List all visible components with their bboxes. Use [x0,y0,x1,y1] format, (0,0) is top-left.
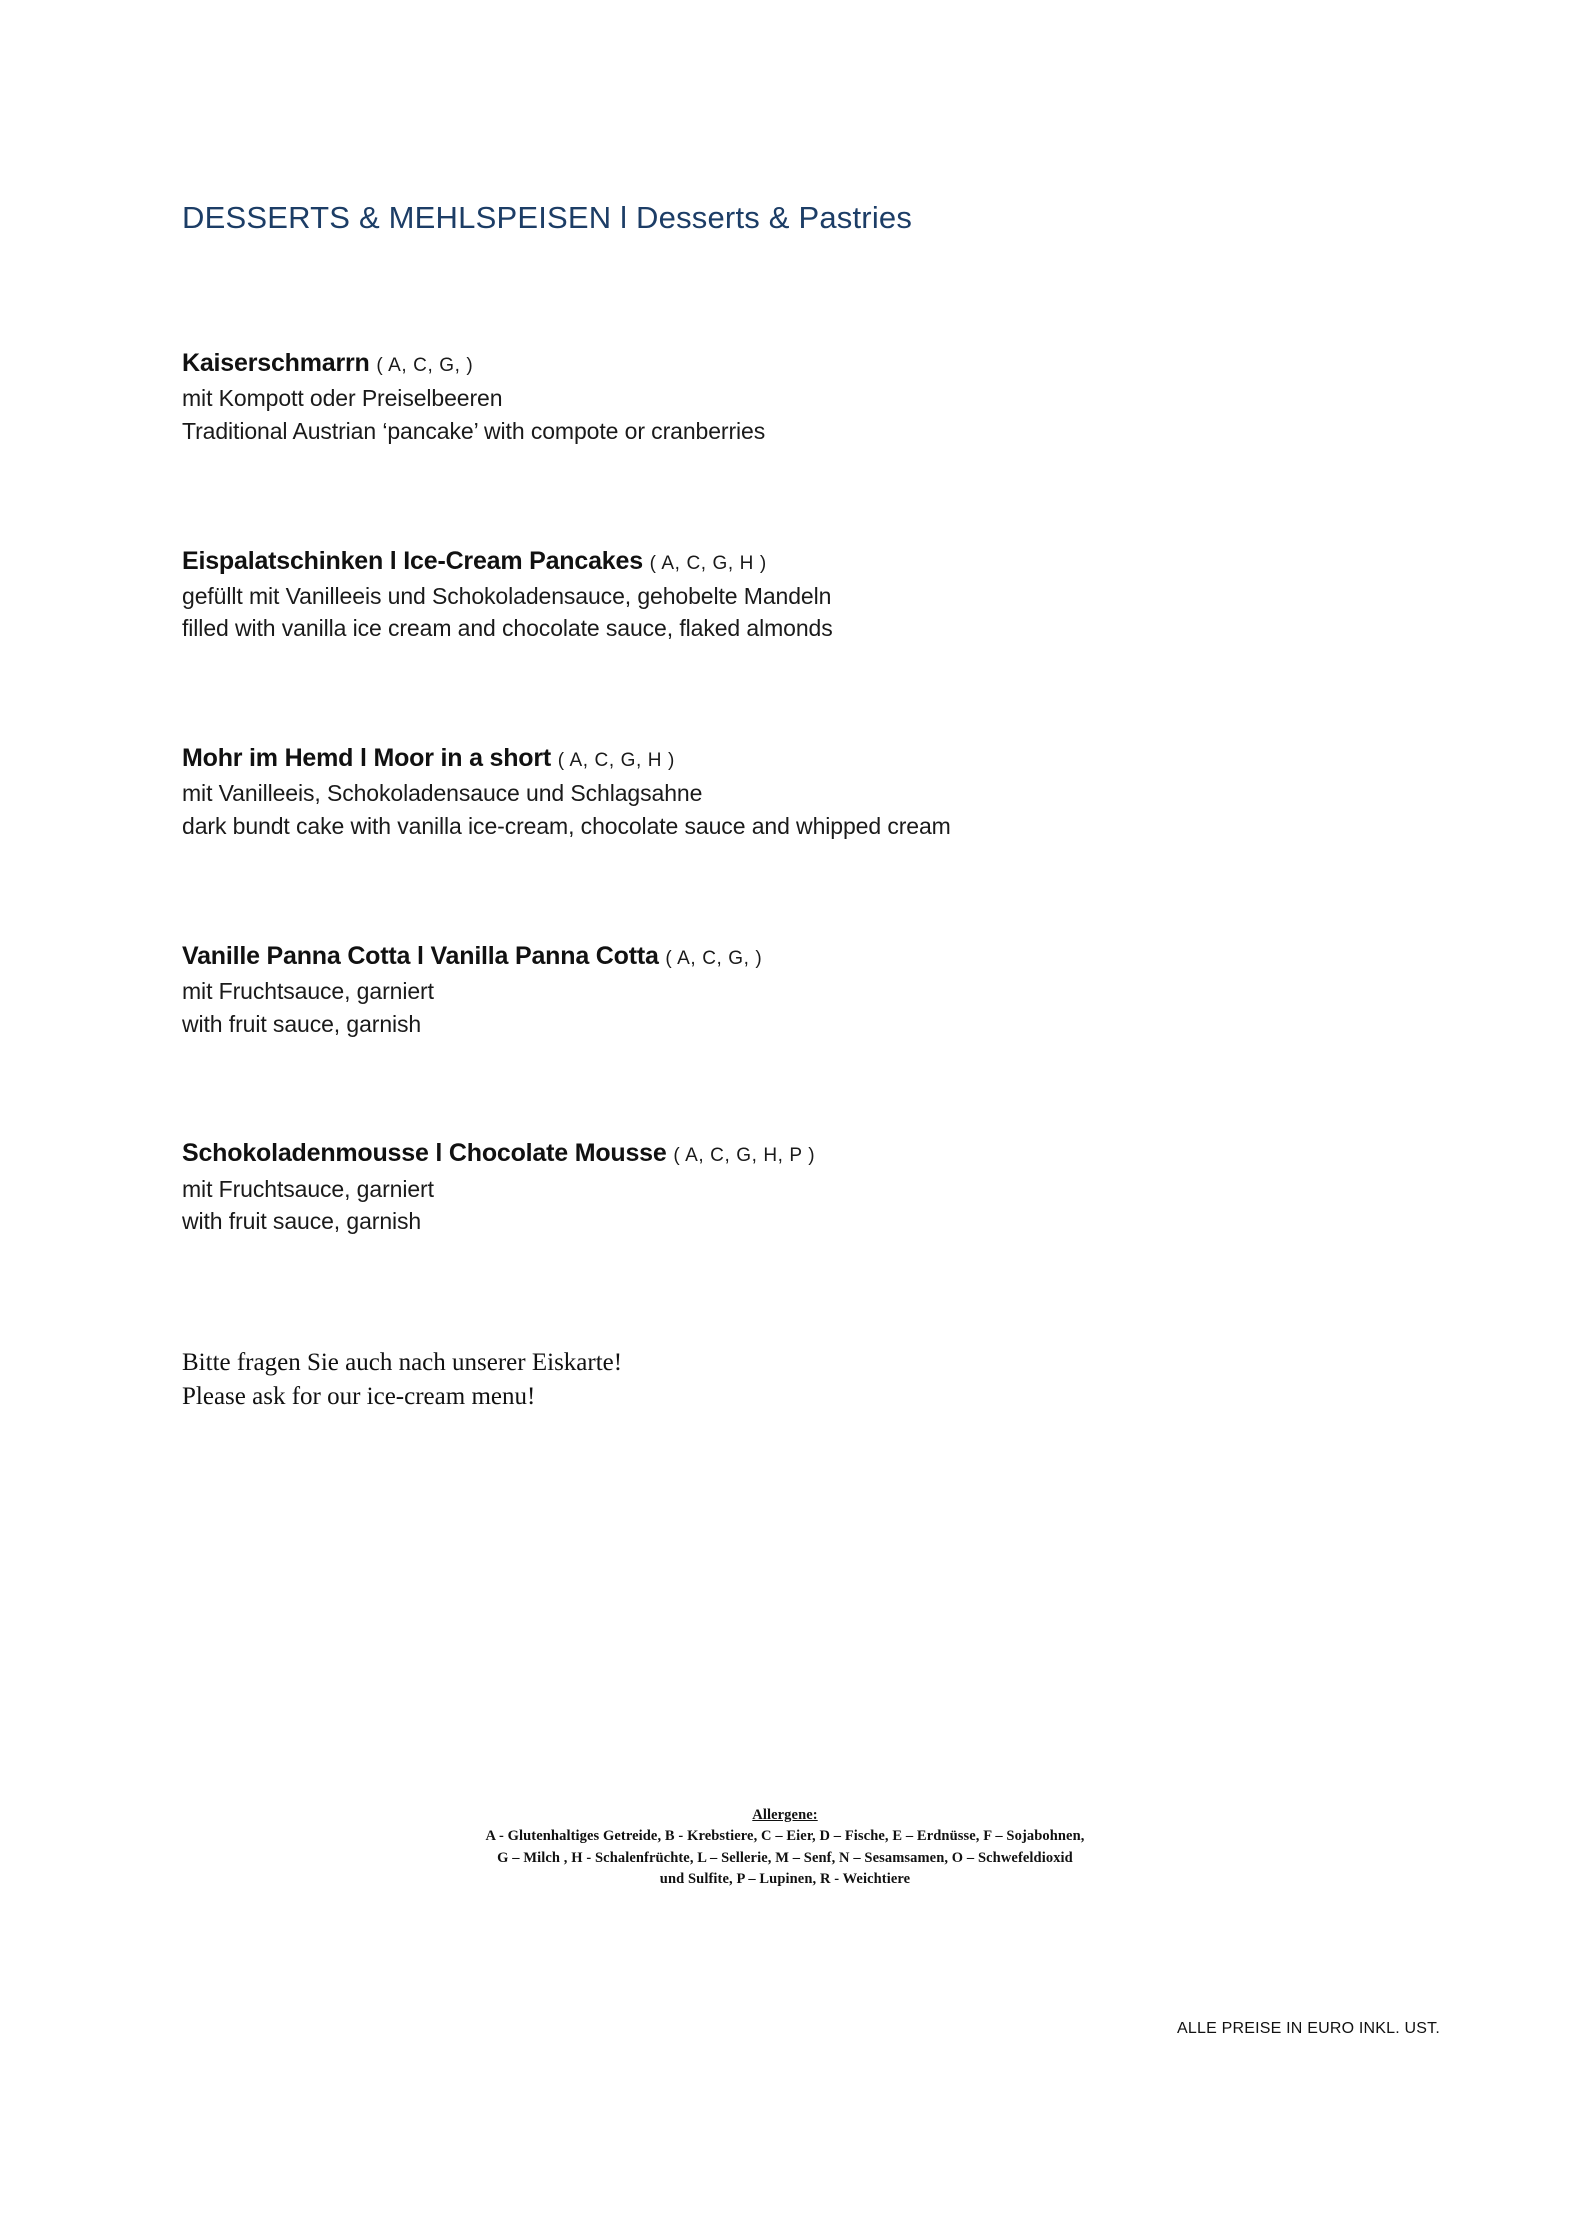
item-description-en: filled with vanilla ice cream and chocolate sauce, flaked almonds [182,615,833,642]
item-name-text: Kaiserschmarrn [182,349,370,377]
item-name [182,743,1362,774]
item-name-text: Schokoladenmousse l Chocolate Mousse [182,1139,667,1168]
list-item [182,941,1362,1041]
allergen-legend-line-1: A - Glutenhaltiges Getreide, B - Krebstiere, C – Eier, D – Fische, E – Erdnüsse, F – Sojabohnen, [485,1828,1085,1845]
list-item [182,546,1362,646]
item-allergens: ( A, C, G, H ) [649,552,767,574]
ice-cream-menu-notice [182,1346,1362,1414]
allergen-legend-title: Allergene: [752,1807,818,1823]
list-item [182,348,1362,448]
item-allergens: ( A, C, G, ) [665,947,763,969]
allergen-legend [0,1805,1570,1891]
item-name [182,546,1362,577]
item-name-text: Mohr im Hemd l Moor in a short [182,744,552,773]
menu-items-list [182,348,1362,1238]
item-description-en: with fruit sauce, garnish [182,1010,422,1037]
item-name [182,348,1362,379]
item-name [182,1138,1362,1169]
allergen-legend-line-2: G – Milch , H - Schalenfrüchte, L – Sellerie, M – Senf, N – Sesamsamen, O – Schwefeldioxid [497,1849,1073,1866]
item-description-de: mit Vanilleeis, Schokoladensauce und Schlagsahne [182,780,703,807]
item-name-text: Vanille Panna Cotta l Vanilla Panna Cotta [182,941,659,970]
item-description-de: mit Fruchtsauce, garniert [182,977,434,1004]
list-item [182,1138,1362,1238]
item-allergens: ( A, C, G, H ) [557,750,675,772]
item-description-de: mit Kompott oder Preiselbeeren [182,385,503,412]
item-allergens: ( A, C, G, ) [376,355,474,376]
item-description-en: with fruit sauce, garnish [182,1208,422,1235]
item-name-text: Eispalatschinken l Ice-Cream Pancakes [182,546,643,575]
item-name [182,941,1362,972]
price-footer-note: ALLE PREISE IN EURO INKL. UST. [1177,2020,1440,2037]
allergen-legend-line-3: und Sulfite, P – Lupinen, R - Weichtiere [659,1871,911,1888]
item-allergens: ( A, C, G, H, P ) [673,1145,816,1167]
item-description-de: mit Fruchtsauce, garniert [182,1175,434,1202]
item-description-en: Traditional Austrian ‘pancake’ with compote or cranberries [182,417,766,444]
item-description-de: gefüllt mit Vanilleeis und Schokoladensauce, gehobelte Mandeln [182,582,832,609]
page-title: DESSERTS & MEHLSPEISEN l Desserts & Pastries [182,200,913,235]
menu-content [182,200,1362,1413]
notice-de: Bitte fragen Sie auch nach unserer Eiskarte! [182,1348,623,1376]
notice-en: Please ask for our ice-cream menu! [182,1382,536,1410]
list-item [182,743,1362,843]
item-description-en: dark bundt cake with vanilla ice-cream, chocolate sauce and whipped cream [182,813,951,840]
